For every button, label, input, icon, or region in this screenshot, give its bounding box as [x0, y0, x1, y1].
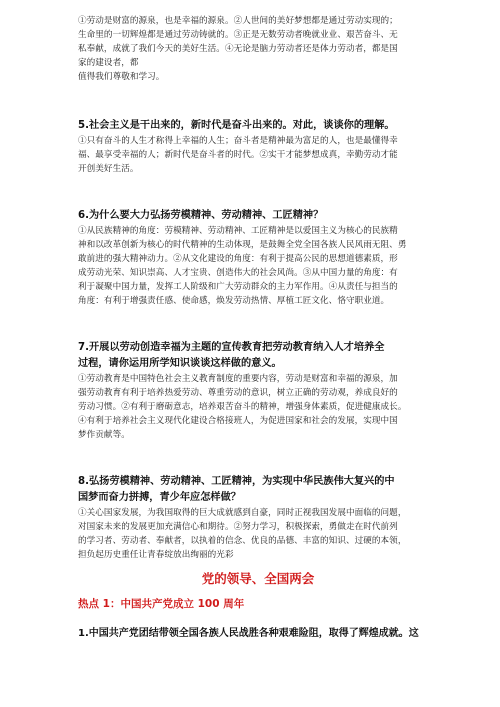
question-title: 8.弘扬劳模精神、劳动精神、工匠精神，为实现中华民族伟大复兴的中	[78, 476, 395, 487]
question-title: 6.为什么要大力弘扬劳模精神、劳动精神、工匠精神？	[78, 210, 324, 221]
answer-line: 神和以改革创新为核心的时代精神的生动体现，是鼓舞全党全国各族人民风雨无阻、勇	[78, 240, 407, 250]
answer-line: 成劳动光荣、知识崇高、人才宝贵、创造伟大的社会风尚。③从中国力量的角度：有	[78, 268, 398, 278]
question-8	[78, 474, 438, 562]
section-title: 党的领导、全国两会	[201, 571, 315, 586]
answer-line: 对国家未来的发展更加充满信心和期待。②努力学习，积极探索，勇做走在时代前列	[78, 522, 398, 532]
answer-line: 劳动习惯。②有利于磨砺意志，培养艰苦奋斗的精神，增强身体素质，促进健康成长。	[78, 402, 407, 412]
question-title: 5.社会主义是干出来的，新时代是奋斗出来的。对此，谈谈你的理解。	[78, 120, 395, 131]
intro-answer	[78, 14, 438, 84]
answer-line: 生命里的一切辉煌都是通过劳动铸就的。③正是无数劳动者晚就业业、艰苦奋斗、无	[78, 30, 398, 40]
answer-line: ①从民族精神的角度：劳模精神、劳动精神、工匠精神是以爱国主义为核心的民族精	[78, 226, 398, 236]
answer-line: 担负起历史重任让青春绽放出绚丽的光彩	[78, 550, 234, 560]
answer-line: ④有利于培养社会主义现代化建设合格接班人，为促进国家和社会的发展，实现中国	[78, 416, 398, 426]
question-title: 1.中国共产党团结带领全国各族人民战胜各种艰难险阻，取得了辉煌成就。这	[78, 628, 419, 639]
answer-line: 利于凝聚中国力量，发挥工人阶级和广大劳动群众的主力军作用。④从责任与担当的	[78, 282, 398, 292]
question-6	[78, 208, 438, 308]
answer-line: 角度：有利于增强责任感、使命感，焕发劳动热情、厚植工匠文化、恪守职业道。	[78, 296, 390, 306]
question-5	[78, 118, 438, 176]
answer-line: ①关心国家发展，为我国取得的巨大成就感到自豪，同时正视我国发展中面临的问题，	[78, 508, 407, 518]
answer-line: ①劳动教育是中国特色社会主义教育制度的重要内容，劳动是财富和幸福的源泉，加	[78, 374, 398, 384]
question-title: 7.开展以劳动创造幸福为主题的宣传教育把劳动教育纳入人才培养全	[78, 342, 385, 353]
answer-line: 开创美好生活。	[78, 164, 139, 174]
answer-line: ①只有奋斗的人生才称得上幸福的人生；奋斗者是精神最为富足的人，也是最懂得幸	[78, 136, 398, 146]
answer-line: 强劳动教育有利于培养热爱劳动、尊重劳动的意识，树立正确的劳动观，养成良好的	[78, 388, 398, 398]
answer-line: 私奉献，成就了我们今天的美好生活。④无论是脑力劳动者还是体力劳动者，都是国	[78, 44, 398, 54]
answer-line: ①劳动是财富的源泉，也是幸福的源泉。②人世间的美好梦想都是通过劳动实现的；	[78, 16, 398, 26]
answer-line: 福、最享受幸福的人；新时代是奋斗者的时代。②实干才能梦想成真，幸勤劳动才能	[78, 150, 398, 160]
answer-line: 值得我们尊敬和学习。	[78, 72, 165, 82]
answer-line: 梦作贡献等。	[78, 430, 130, 440]
question-title: 过程，请你运用所学知识谈谈这样做的意义。	[78, 358, 282, 369]
hotspot-heading: 热点 1：中国共产党成立 100 周年	[78, 598, 245, 610]
answer-line: 敢前进的强大精神动力。②从文化建设的角度：有利于提高公民的思想道德素质，形	[78, 254, 398, 264]
question-title: 国梦而奋力拼搏，青少年应怎样做？	[78, 492, 241, 503]
question-7	[78, 340, 438, 442]
answer-line: 的学习者、劳动者、奉献者，以执着的信念、优良的品德、丰富的知识、过硬的本领，	[78, 536, 407, 546]
answer-line: 家的建设者，都	[78, 58, 139, 68]
